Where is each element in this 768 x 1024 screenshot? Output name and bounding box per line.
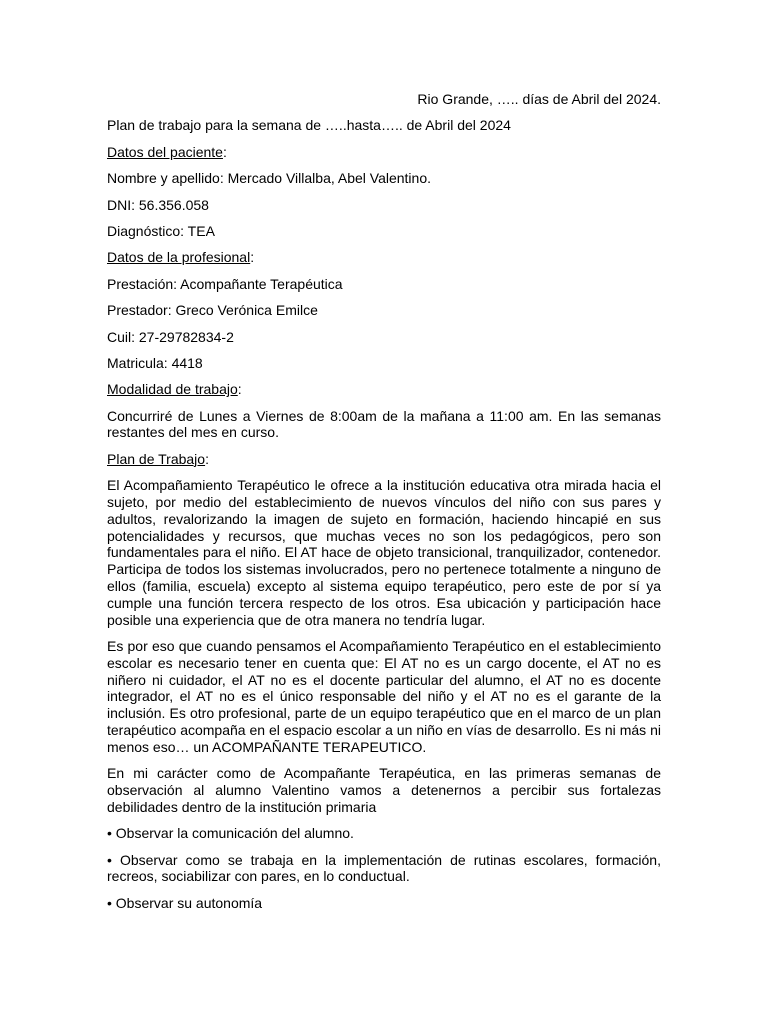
professional-heading-text: Datos de la profesional: [107, 249, 251, 266]
modality-text: Concurriré de Lunes a Viernes de 8:00am de la mañana a 11:00 am. En las semanas restantes del mes en curso.: [107, 407, 661, 441]
date-line: Rio Grande, ….. días de Abril del 2024.: [417, 91, 661, 107]
patient-heading-text: Datos del paciente: [107, 143, 223, 160]
heading-colon: :: [205, 450, 209, 467]
heading-colon: :: [237, 381, 242, 398]
bullet-item-routines: • Observar como se trabaja en la implementación de rutinas escolares, formación, recreos, sociabilizar con pares, en lo conductual.: [107, 851, 661, 885]
professional-license: Matricula: 4418: [107, 354, 203, 371]
heading-colon: :: [222, 143, 227, 160]
modality-heading-text: Modalidad de trabajo: [107, 381, 238, 398]
plan-section-heading: [107, 451, 661, 468]
document-body: [107, 91, 661, 921]
bullet-item-autonomy: • Observar su autonomía: [107, 894, 263, 911]
plan-heading-text: Plan de Trabajo: [107, 450, 206, 467]
patient-diagnosis: Diagnóstico: TEA: [107, 222, 215, 239]
heading-colon: :: [250, 249, 255, 266]
plan-paragraph-2: Es por eso que cuando pensamos el Acompañamiento Terapéutico en el establecimiento escolar es necesario tener en cuenta que: El AT no es un cargo docente, el AT no es niñero ni cuidador, el AT no es el docente particular del alumno, el AT no es docente integrador, el AT no es el único responsable del niño y el AT no es el garante de la inclusión. Es otro profesional, parte de un equipo terapéutico que en el marco de un plan terapéutico acompaña en el espacio escolar a un niño en vías de desarrollo. Es ni más ni menos eso… un ACOMPAÑANTE TERAPEUTICO.: [107, 638, 661, 755]
bullet-item-communication: • Observar la comunicación del alumno.: [107, 825, 354, 842]
modality-section-heading: [107, 381, 661, 398]
patient-section-heading: [107, 144, 661, 161]
professional-provider: Prestador: Greco Verónica Emilce: [107, 302, 318, 319]
plan-paragraph-1: El Acompañamiento Terapéutico le ofrece a la institución educativa otra mirada hacia el sujeto, por medio del establecimiento de nuevos vínculos del niño con sus pares y adultos, revalorizando la imagen de sujeto en formación, haciendo hincapié en sus potencialidades y recursos, que muchas veces no son los pedagógicos, pero son fundamentales para el niño. El AT hace de objeto transicional, tranquilizador, contenedor. Participa de todos los sistemas involucrados, pero no pertenece totalmente a ninguno de ellos (familia, escuela) excepto al sistema equipo terapéutico, pero este de por sí ya cumple una función tercera respecto de los otros. Esa ubicación y participación hace posible una experiencia que de otra manera no tendría lugar.: [107, 477, 661, 628]
plan-paragraph-3: En mi carácter como de Acompañante Terapéutica, en las primeras semanas de observación al alumno Valentino vamos a detenernos a percibir sus fortalezas debilidades dentro de la institución primaria: [107, 765, 661, 815]
professional-cuil: Cuil: 27-29782834-2: [107, 328, 234, 345]
professional-service: Prestación: Acompañante Terapéutica: [107, 275, 343, 292]
professional-section-heading: [107, 249, 661, 266]
patient-dni: DNI: 56.356.058: [107, 196, 209, 213]
plan-title-line: Plan de trabajo para la semana de …..hasta….. de Abril del 2024: [107, 117, 511, 134]
patient-name: Nombre y apellido: Mercado Villalba, Abel Valentino.: [107, 170, 432, 187]
